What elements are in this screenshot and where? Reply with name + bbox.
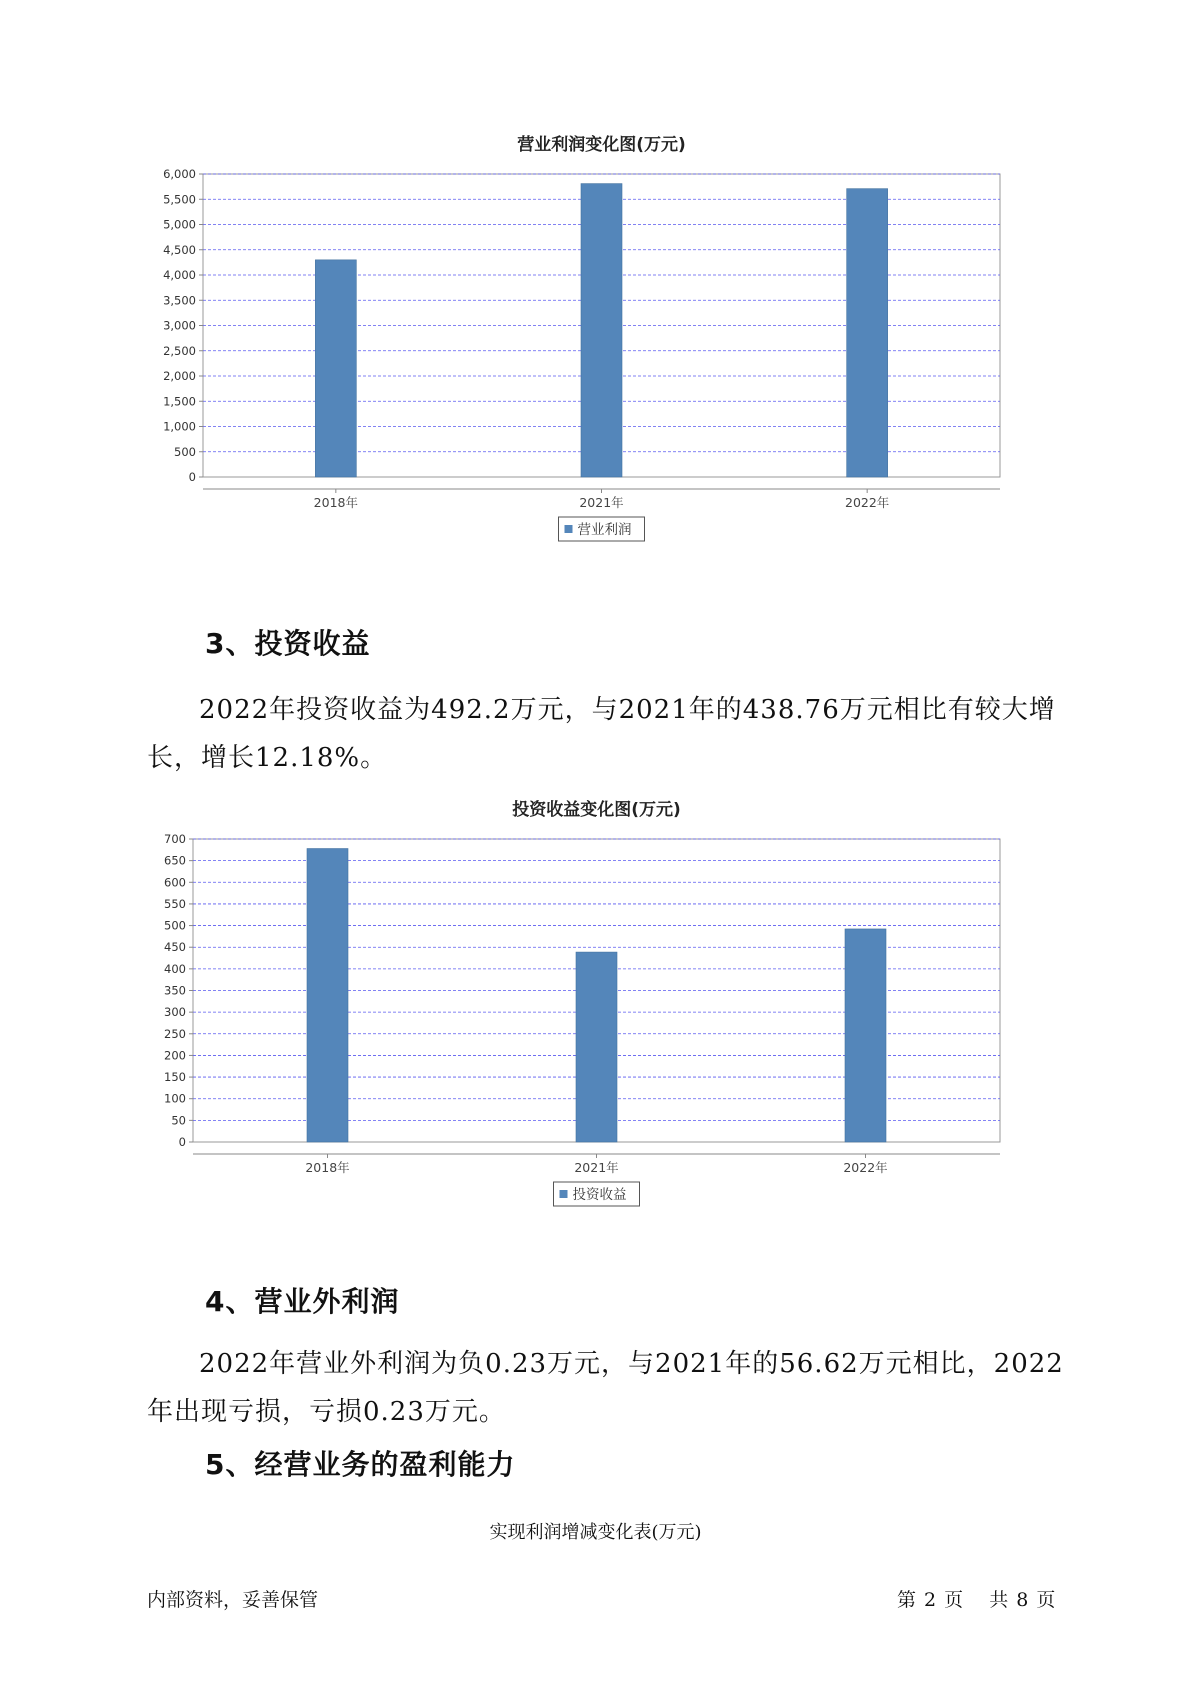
- x-tick-label: 2018年: [305, 1160, 350, 1175]
- operating-profit-chart-svg: [150, 130, 1020, 590]
- y-tick-label: 4,500: [163, 242, 196, 257]
- y-tick-label: 200: [164, 1048, 186, 1063]
- y-tick-label: 1,000: [163, 419, 196, 434]
- y-tick-label: 350: [164, 983, 186, 998]
- bar: [576, 952, 617, 1142]
- y-tick-label: 400: [164, 961, 186, 976]
- y-tick-label: 6,000: [163, 167, 196, 181]
- footer-confidential-note: 内部资料，妥善保管: [147, 1589, 319, 1611]
- page-unit: 页: [944, 1589, 964, 1611]
- y-tick-label: 2,500: [163, 343, 196, 358]
- total-unit: 页: [1036, 1589, 1056, 1611]
- y-tick-label: 5,000: [163, 217, 196, 232]
- bar: [845, 929, 886, 1142]
- legend-swatch: [560, 1190, 568, 1198]
- y-tick-label: 3,500: [163, 293, 196, 308]
- y-tick-label: 100: [164, 1091, 186, 1106]
- y-tick-label: 2,000: [163, 369, 196, 383]
- y-tick-label: 500: [164, 918, 186, 933]
- x-tick-label: 2021年: [579, 495, 624, 510]
- x-tick-label: 2022年: [843, 1160, 888, 1175]
- section-heading-non-operating-profit: 4、营业外利润: [205, 1285, 400, 1318]
- y-tick-label: 50: [171, 1113, 186, 1128]
- section-heading-profitability: 5、经营业务的盈利能力: [205, 1448, 516, 1481]
- investment-income-paragraph: 2022年投资收益为492.2万元，与2021年的438.76万元相比有较大增长，增长12.18%。: [147, 695, 1056, 773]
- y-tick-label: 5,500: [163, 192, 196, 207]
- bar: [315, 260, 356, 477]
- chart-title: 营业利润变化图(万元): [517, 135, 686, 155]
- y-tick-label: 3,000: [163, 318, 196, 333]
- table-caption: 实现利润增减变化表(万元): [489, 1522, 702, 1543]
- legend-label: 投资收益: [572, 1187, 627, 1203]
- legend-swatch: [565, 525, 573, 533]
- y-tick-label: 450: [164, 940, 186, 955]
- y-tick-label: 700: [164, 832, 186, 846]
- section-heading-investment-income: 3、投资收益: [205, 627, 371, 660]
- footer-page-number: [893, 1585, 1059, 1612]
- operating-profit-chart: [150, 130, 1020, 590]
- total-pages: 8: [1016, 1589, 1029, 1611]
- investment-income-chart: [150, 795, 1020, 1255]
- bar: [847, 189, 888, 477]
- investment-income-chart-svg: [150, 795, 1020, 1255]
- bar: [581, 184, 622, 477]
- y-tick-label: 300: [164, 1005, 186, 1020]
- y-tick-label: 0: [188, 470, 196, 484]
- y-tick-label: 500: [174, 444, 196, 459]
- y-tick-label: 550: [164, 896, 186, 911]
- y-tick-label: 250: [164, 1026, 186, 1041]
- page-number: 2: [924, 1589, 937, 1611]
- bar: [307, 849, 348, 1142]
- non-operating-profit-paragraph: 2022年营业外利润为负0.23万元，与2021年的56.62万元相比，2022年出现亏损，亏损0.23万元。: [147, 1349, 1064, 1427]
- total-prefix: 共: [989, 1589, 1009, 1611]
- y-tick-label: 4,000: [163, 268, 196, 282]
- x-tick-label: 2018年: [313, 495, 358, 510]
- y-tick-label: 650: [164, 853, 186, 868]
- x-tick-label: 2022年: [845, 495, 890, 510]
- x-tick-label: 2021年: [574, 1160, 619, 1175]
- page-prefix: 第: [897, 1589, 917, 1611]
- chart-title: 投资收益变化图(万元): [512, 800, 681, 820]
- y-tick-label: 600: [164, 875, 186, 890]
- y-tick-label: 150: [164, 1070, 186, 1085]
- y-tick-label: 1,500: [163, 394, 196, 409]
- y-tick-label: 0: [178, 1135, 186, 1149]
- legend-label: 营业利润: [577, 522, 632, 538]
